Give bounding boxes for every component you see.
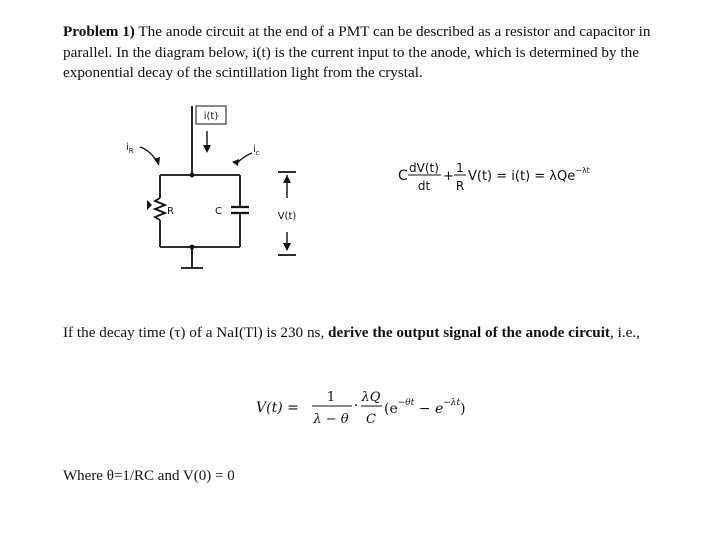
problem-intro: The anode circuit at the end of a PMT can be described as a resistor and capacitor in parallel. In the diagram below, i(t) is the current input to the anode, which is determined by the exponential decay of the scintillation light from the crystal. bbox=[63, 23, 651, 81]
vout-down-arrowhead bbox=[283, 243, 291, 251]
solution-lhs: V(t) = bbox=[256, 400, 299, 416]
ode-r: R bbox=[455, 179, 465, 193]
ode-equation bbox=[398, 161, 590, 193]
decay-statement bbox=[63, 323, 693, 344]
resistor-label: R bbox=[167, 206, 174, 217]
output-voltage-label: V(t) bbox=[277, 211, 297, 222]
problem-label: Problem 1) bbox=[63, 23, 135, 40]
resistor-current-label: $i_R$ bbox=[126, 142, 134, 155]
solution-f1-num: 1 bbox=[326, 390, 336, 405]
input-current-label: i(t) bbox=[203, 111, 219, 122]
decay-text-before: If the decay time (τ) of a NaI(Tl) is 230 ns, bbox=[63, 324, 329, 341]
solution-expression: $(e^{-\theta t} - e^{-\lambda t})$ bbox=[384, 398, 466, 417]
top-node bbox=[190, 173, 195, 178]
ode-denominator: dt bbox=[417, 179, 431, 193]
decay-text-bold: derive the output signal of the anode circuit bbox=[328, 324, 610, 341]
solution-f2-num: λQ bbox=[361, 390, 381, 405]
input-current-arrowhead bbox=[203, 145, 211, 153]
where-statement: Where θ=1/RC and V(0) = 0 bbox=[63, 468, 235, 484]
capacitor-label: C bbox=[215, 206, 222, 217]
resistor-symbol bbox=[155, 198, 165, 220]
vout-up-arrowhead bbox=[283, 175, 291, 183]
resistor-tick bbox=[147, 200, 152, 210]
capacitor-current-label: $i_c$ bbox=[253, 144, 260, 157]
ode-rhs: V(t) = i(t) = λQe$^{-\lambda t}$ bbox=[468, 166, 590, 184]
solution-equation bbox=[256, 390, 466, 427]
decay-text-after: , i.e., bbox=[610, 324, 640, 341]
capacitor-current-arrowhead bbox=[232, 159, 239, 166]
ode-numerator: dV(t) bbox=[409, 161, 439, 175]
solution-f1-den: λ − θ bbox=[313, 412, 349, 427]
ode-plus: + bbox=[443, 169, 454, 184]
solution-dot: · bbox=[354, 398, 359, 414]
solution-f2-den: C bbox=[366, 412, 376, 427]
bottom-node bbox=[190, 245, 195, 250]
ode-coef: C bbox=[398, 168, 408, 184]
ode-one: 1 bbox=[456, 161, 464, 175]
